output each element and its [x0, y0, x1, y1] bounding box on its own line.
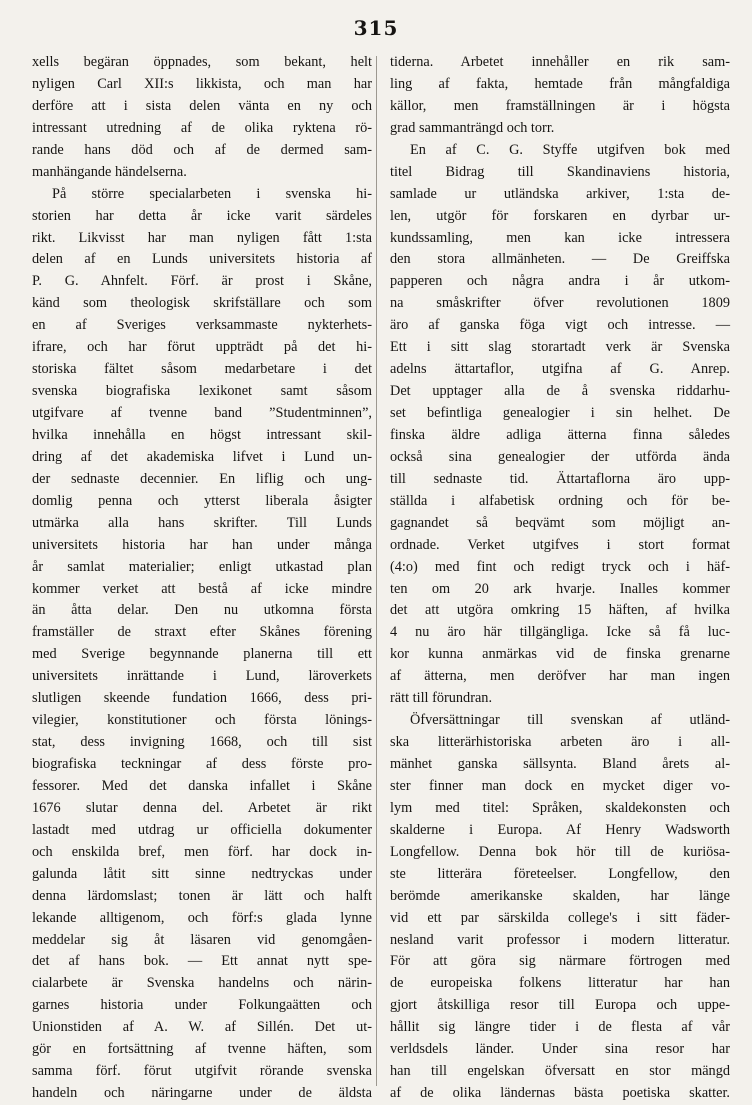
text-line: hållit sig längre tider i de flesta af vår [390, 1019, 730, 1036]
text-line: adelns ättartaflor, utgifna af G. Anrep. [390, 361, 730, 378]
text-line: rande hans död och af de dermed sam- [32, 141, 372, 158]
text-line: år samlat materialier; enligt utkastad plan [32, 558, 372, 575]
text-line: grad sammanträngd och torr. [390, 119, 555, 136]
text-line: fessorer. Med det danska infallet i Skåne [32, 777, 372, 794]
text-line: kommer verket att bestå af icke mindre [32, 580, 372, 597]
text-line: ling af fakta, hemtade från mångfaldiga [390, 75, 730, 92]
text-line: hvilka innehålla en högst intressant skil- [32, 426, 372, 443]
page-number: 315 [353, 16, 399, 40]
text-line: den stora allmänheten. — De Greiffska [390, 251, 730, 268]
text-line: mänhet ganska sällsynta. Bland årets al- [390, 756, 730, 772]
text-line: domlig penna och ytterst liberala åsigter [32, 492, 372, 509]
text-line: universitets inrättande i Lund, läroverkets [32, 668, 372, 685]
text-line: vid ett par särskilda college's i sitt fäder- [390, 909, 730, 926]
text-line: de europeiska folkens litteratur har han [390, 975, 730, 992]
text-line: na småskrifter öfver revolutionen 1809 [390, 295, 730, 312]
text-line: biografiska teckningar af dess förste pro- [32, 756, 372, 772]
text-line: samlade ur utländska arkiver, 1:sta de- [390, 185, 730, 202]
text-line: (4:o) med fint och redigt tryck och i häf- [390, 558, 730, 575]
text-line: En af C. G. Styffe utgifven bok med [410, 141, 730, 158]
text-line: delen af en Lunds universitets historia af [32, 251, 372, 268]
text-line: ster finner man dock en mycket diger vo- [390, 777, 730, 794]
text-line: det af hans bok. — Ett annat nytt spe- [32, 953, 372, 970]
text-line: slutligen skeende fundation 1666, dess pri- [32, 690, 372, 707]
text-line: ordnade. Verket utgifves i stort format [390, 536, 730, 553]
text-line: gagnandet så beqvämt som möjligt an- [390, 514, 730, 531]
text-line: ställda i alfabetisk ordning och för be- [390, 492, 730, 509]
text-line: universitets historia har han under många [32, 536, 372, 553]
text-line: Öfversättningar till svenskan af utländ- [410, 712, 730, 729]
text-line: set befintliga genealogier i sin helhet. De [390, 405, 730, 421]
text-line: P. G. Ahnfelt. Förf. är prost i Skåne, [32, 273, 372, 290]
text-line: manhängande händelserna. [32, 163, 187, 180]
text-line: utgifvare af tvenne band ”Studentminnen”, [32, 405, 372, 421]
text-line: Ett i sitt slag storartadt verk är Svenska [390, 339, 730, 356]
text-line: ten om 20 ark hvarje. Inalles kommer [390, 580, 730, 597]
text-line: ska litterärhistoriska arbeten äro i all- [390, 734, 730, 751]
text-line: han till engelskan öfversatt en stor mängd [390, 1063, 730, 1080]
text-line: xells begäran öppnades, som bekant, helt [32, 54, 372, 70]
text-line: lym med titel: Språken, skaldekonsten och [390, 799, 730, 816]
text-line: nyligen Carl XII:s likkista, och man har [32, 75, 372, 92]
text-line: tiderna. Arbetet innehåller en rik sam- [390, 54, 730, 70]
text-line: len, utgör för forskaren en dyrbar ur- [390, 207, 730, 224]
text-line: också sina genealogier der utförda ända [390, 448, 730, 465]
text-line: utmärka alla hans skrifter. Till Lunds [32, 514, 372, 531]
text-line: ifrare, och har förut uppträdt på det hi- [32, 339, 372, 356]
text-line: titel Bidrag till Skandinaviens historia, [390, 163, 730, 180]
text-line: denna lärdomslast; tonen är lätt och halft [32, 887, 372, 904]
text-line: storien har detta år icke varit särdeles [32, 207, 372, 224]
text-line: cialarbete är Svenska handelns och närin- [32, 975, 372, 992]
text-line: handeln och näringarne under de äldsta [32, 1085, 372, 1102]
text-line: storiska fältet såsom medarbetare i det [32, 361, 372, 378]
text-line: berömde amerikanske skalden, har länge [390, 887, 730, 904]
text-line: der sednaste decennier. En liflig och ung- [32, 470, 372, 487]
text-line: derföre att i sista delen vänta en ny och [32, 97, 372, 114]
text-line: det att utgöra omkring 15 häften, af hvilka [390, 602, 730, 619]
text-line: ste litterära företeelser. Longfellow, den [390, 865, 730, 882]
text-line: samma förf. förut utgifvit rörande svenska [32, 1063, 372, 1080]
text-line: finska äldre adliga ätterna finna således [390, 426, 730, 443]
text-line: en af Sveriges verksammaste nykterhets- [32, 317, 372, 334]
text-line: gör en fortsättning af tvenne häften, som [32, 1041, 372, 1058]
text-line: med Sverige begynnande planerna till ett [32, 646, 372, 663]
text-line: papperen och några andra i år utkom- [390, 273, 730, 290]
text-line: För att göra sig närmare förtrogen med [390, 953, 730, 970]
text-line: verldsdels länder. Under sina resor har [390, 1041, 730, 1058]
right-column [390, 52, 730, 1102]
text-line: rikt. Likvisst har man nyligen fått 1:sta [32, 229, 372, 246]
text-line: till sednaste tid. Ättartaflorna äro upp- [390, 470, 730, 487]
text-line: lekande alltigenom, och förf:s glada lynne [32, 909, 372, 926]
text-line: dring af det akademiska lifvet i Lund un- [32, 448, 372, 465]
text-line: äro af ganska föga vigt och intresse. — [390, 317, 730, 334]
left-column [32, 52, 372, 1102]
text-line: Det upptager alla de å svenska riddarhu- [390, 383, 730, 400]
text-line: 4 nu äro här tillgängliga. Icke så få luc- [390, 624, 730, 641]
text-line: 1676 slutar denna del. Arbetet är rikt [32, 799, 372, 816]
text-line: Longfellow. Denna bok hör till de kuriösa- [390, 843, 730, 860]
text-line: nesland varit professor i modern litteratur. [390, 931, 730, 948]
text-line: Unionstiden af A. W. af Sillén. Det ut- [32, 1019, 372, 1036]
text-line: vilegier, konstitutioner och första lönings- [32, 712, 372, 729]
text-line: galunda låtit sitt sinne nedtryckas under [32, 865, 372, 882]
text-line: af de olika ländernas bästa poetiska skatter. [390, 1085, 730, 1102]
text-line: af ätterna, men deröfver har man ingen [390, 668, 730, 685]
text-line: rätt till förundran. [390, 690, 493, 707]
text-line: intressant utredning af de olika ryktena rö- [32, 119, 372, 136]
text-line: källor, men framställningen är i högsta [390, 97, 730, 114]
text-line: framställer de straxt efter Skånes förening [32, 624, 372, 641]
text-line: stat, dess invigning 1668, och till sist [32, 734, 372, 751]
text-line: gjort åtskilliga resor till Europa och uppe- [390, 997, 730, 1014]
text-line: garnes historia under Folkungaätten och [32, 997, 372, 1014]
text-line: På större specialarbeten i svenska hi- [52, 185, 372, 202]
text-line: kor kunna anmärkas vid de finska grenarne [390, 646, 730, 663]
text-line: och enskilda bref, men förf. har dock in- [32, 843, 372, 860]
text-line: svenska biografiska lexikonet samt såsom [32, 383, 372, 400]
text-line: meddelar sig åt läsaren vid genomgåen- [32, 931, 372, 948]
text-line: än åtta delar. Den nu utkomna första [32, 602, 372, 619]
text-line: lastadt med utdrag ur officiella dokumenter [32, 821, 372, 838]
text-line: skalderne i Europa. Af Henry Wadsworth [390, 821, 730, 838]
column-divider [376, 56, 377, 1086]
text-line: känd som theologisk skrifställare och som [32, 295, 372, 312]
text-line: kundssamling, men kan icke intressera [390, 229, 730, 246]
